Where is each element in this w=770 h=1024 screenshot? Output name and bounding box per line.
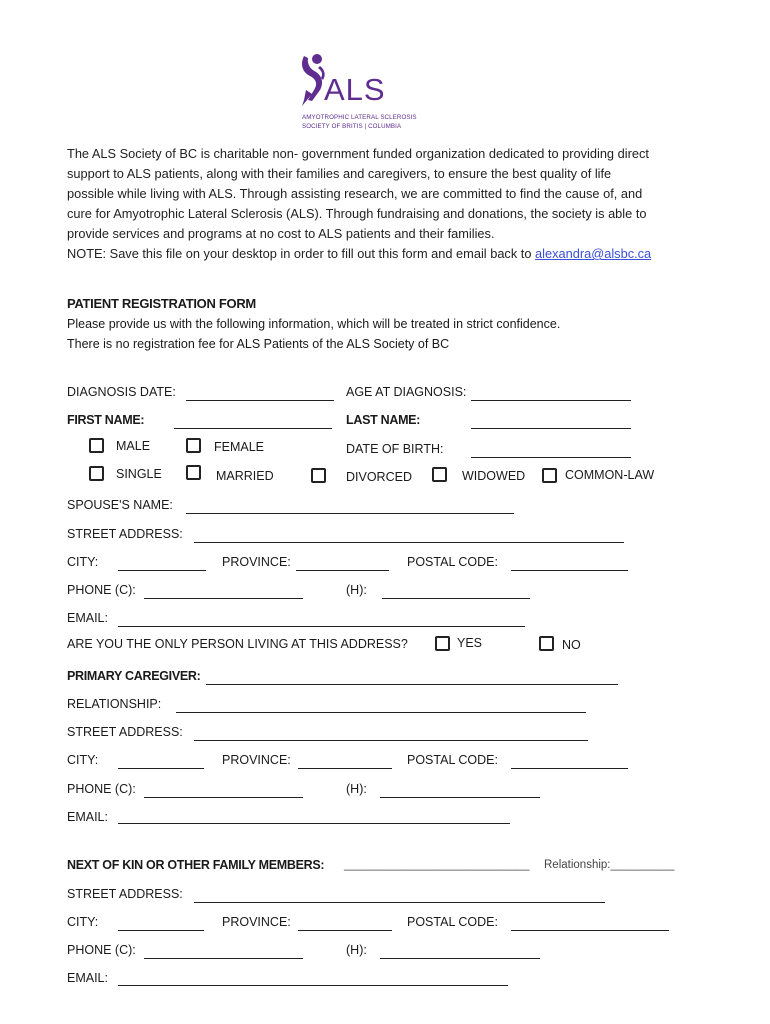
email-field[interactable] — [118, 626, 525, 627]
kin-province-field[interactable] — [298, 930, 392, 931]
caregiver-phone-home-label: (H): — [346, 782, 367, 796]
postal-code-label: POSTAL CODE: — [407, 555, 498, 569]
phone-cell-field[interactable] — [144, 598, 303, 599]
kin-street-label: STREET ADDRESS: — [67, 887, 183, 901]
kin-postal-label: POSTAL CODE: — [407, 915, 498, 929]
intro-note — [67, 244, 717, 264]
caregiver-email-label: EMAIL: — [67, 810, 108, 824]
form-subtitle-1: Please provide us with the following information, which will be treated in strict confidence. — [67, 317, 561, 331]
female-checkbox[interactable] — [186, 438, 201, 453]
spouse-name-label: SPOUSE'S NAME: — [67, 498, 173, 512]
caregiver-phone-home-field[interactable] — [380, 797, 540, 798]
caregiver-phone-cell-label: PHONE (C): — [67, 782, 136, 796]
caregiver-province-field[interactable] — [298, 768, 392, 769]
spouse-name-field[interactable] — [186, 513, 514, 514]
kin-phone-home-label: (H): — [346, 943, 367, 957]
kin-province-label: PROVINCE: — [222, 915, 291, 929]
primary-caregiver-field[interactable] — [206, 684, 618, 685]
first-name-label: FIRST NAME: — [67, 413, 145, 427]
caregiver-phone-cell-field[interactable] — [144, 797, 303, 798]
logo-subtitle-2: SOCIETY OF BRITIS | COLUMBIA — [302, 123, 402, 130]
intro-line: support to ALS patients, along with their families and caregivers, to ensure the best quality of life — [67, 166, 612, 181]
logo-subtitle-1: AMYOTROPHIC LATERAL SCLEROSIS — [302, 114, 417, 121]
city-label: CITY: — [67, 555, 99, 569]
common-law-checkbox[interactable] — [542, 468, 557, 483]
primary-caregiver-label: PRIMARY CAREGIVER: — [67, 669, 201, 683]
logo-wordmark: ALS — [324, 72, 386, 107]
age-at-diagnosis-field[interactable] — [471, 400, 631, 401]
yes-checkbox[interactable] — [435, 636, 450, 651]
caregiver-email-field[interactable] — [118, 823, 510, 824]
diagnosis-date-label: DIAGNOSIS DATE: — [67, 385, 176, 399]
intro-line: cure for Amyotrophic Lateral Sclerosis (ALS). Through fundraising and donations, the society is able to — [67, 206, 647, 221]
no-label: NO — [562, 638, 581, 652]
kin-city-field[interactable] — [118, 930, 204, 931]
kin-email-label: EMAIL: — [67, 971, 108, 985]
kin-phone-home-field[interactable] — [380, 958, 540, 959]
age-at-diagnosis-label: AGE AT DIAGNOSIS: — [346, 385, 467, 399]
kin-postal-field[interactable] — [511, 930, 669, 931]
kin-city-label: CITY: — [67, 915, 99, 929]
intro-line: The ALS Society of BC is charitable non- government funded organization dedicated to providing direct — [67, 146, 649, 161]
caregiver-postal-label: POSTAL CODE: — [407, 753, 498, 767]
caregiver-relationship-label: RELATIONSHIP: — [67, 697, 162, 711]
only-person-question: ARE YOU THE ONLY PERSON LIVING AT THIS ADDRESS? — [67, 637, 408, 651]
divorced-label: DIVORCED — [346, 470, 412, 484]
no-checkbox[interactable] — [539, 636, 554, 651]
last-name-label: LAST NAME: — [346, 413, 421, 427]
intro-line: possible while living with ALS. Through assisting research, we are committed to find the cause of, and — [67, 186, 643, 201]
single-label: SINGLE — [116, 467, 162, 481]
caregiver-street-label: STREET ADDRESS: — [67, 725, 183, 739]
phone-home-label: (H): — [346, 583, 367, 597]
phone-home-field[interactable] — [382, 598, 530, 599]
caregiver-city-label: CITY: — [67, 753, 99, 767]
kin-phone-cell-field[interactable] — [144, 958, 303, 959]
divorced-checkbox[interactable] — [311, 468, 326, 483]
postal-code-field[interactable] — [511, 570, 628, 571]
last-name-field[interactable] — [471, 428, 631, 429]
widowed-checkbox[interactable] — [432, 467, 447, 482]
province-label: PROVINCE: — [222, 555, 291, 569]
intro-line: provide services and programs at no cost to ALS patients and their families. — [67, 226, 495, 241]
city-field[interactable] — [118, 570, 206, 571]
province-field[interactable] — [296, 570, 389, 571]
intro-paragraph — [67, 144, 717, 264]
yes-label: YES — [457, 636, 483, 650]
date-of-birth-field[interactable] — [471, 457, 631, 458]
kin-phone-cell-label: PHONE (C): — [67, 943, 136, 957]
note-text: NOTE: Save this file on your desktop in order to fill out this form and email back to — [67, 246, 532, 261]
male-checkbox[interactable] — [89, 438, 104, 453]
caregiver-relationship-field[interactable] — [176, 712, 586, 713]
email-link[interactable]: alexandra@alsbc.ca — [535, 246, 652, 261]
caregiver-city-field[interactable] — [118, 768, 204, 769]
kin-relationship-field[interactable]: Relationship:__________ — [544, 859, 675, 871]
form-subtitle-2: There is no registration fee for ALS Patients of the ALS Society of BC — [67, 337, 450, 351]
street-address-field[interactable] — [194, 542, 624, 543]
street-address-label: STREET ADDRESS: — [67, 527, 183, 541]
widowed-label: WIDOWED — [462, 469, 526, 483]
next-of-kin-name-field[interactable]: _____________________________ — [344, 859, 530, 871]
caregiver-postal-field[interactable] — [511, 768, 628, 769]
married-label: MARRIED — [216, 469, 274, 483]
diagnosis-date-field[interactable] — [186, 400, 334, 401]
next-of-kin-label: NEXT OF KIN OR OTHER FAMILY MEMBERS: — [67, 858, 325, 872]
kin-street-field[interactable] — [194, 902, 605, 903]
form-title: PATIENT REGISTRATION FORM — [67, 296, 256, 311]
caregiver-street-field[interactable] — [194, 740, 588, 741]
date-of-birth-label: DATE OF BIRTH: — [346, 442, 444, 456]
kin-email-field[interactable] — [118, 985, 508, 986]
single-checkbox[interactable] — [89, 466, 104, 481]
caregiver-province-label: PROVINCE: — [222, 753, 291, 767]
male-label: MALE — [116, 439, 151, 453]
first-name-field[interactable] — [174, 428, 332, 429]
phone-cell-label: PHONE (C): — [67, 583, 136, 597]
common-law-label: COMMON-LAW — [565, 468, 655, 482]
married-checkbox[interactable] — [186, 465, 201, 480]
email-label: EMAIL: — [67, 611, 108, 625]
female-label: FEMALE — [214, 440, 265, 454]
